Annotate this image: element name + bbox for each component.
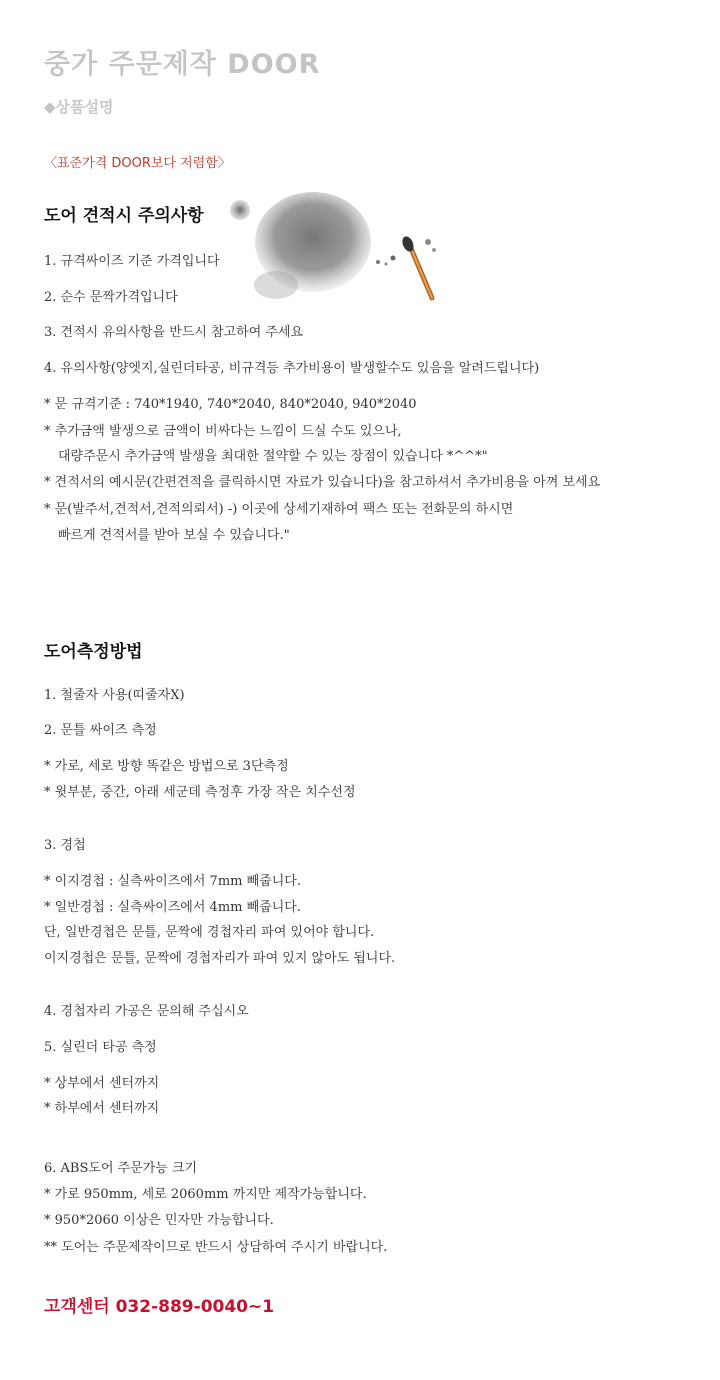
measurement-heading: 도어측정방법 bbox=[44, 642, 143, 662]
size-note-3: ** 도어는 주문제작이므로 반드시 상담하여 주시기 바랍니다. bbox=[44, 1240, 388, 1255]
price-notice: 〈표준가격 DOOR보다 저렴함〉 bbox=[44, 156, 231, 171]
caution-note-2: * 추가금액 발생으로 금액이 비싸다는 느낌이 드실 수도 있으나, bbox=[44, 424, 402, 439]
measure-line-5: 5. 실린더 타공 측정 bbox=[44, 1040, 157, 1055]
caution-note-3: * 견적서의 예시문(간편견적을 클릭하시면 자료가 있습니다)을 참고하셔서 추가비용을 아껴 보세요 bbox=[44, 475, 601, 490]
measure-line-2: 2. 문틀 싸이즈 측정 bbox=[44, 723, 157, 738]
page-title: 중가 주문제작 DOOR bbox=[44, 49, 321, 80]
measure-line-6: 6. ABS도어 주문가능 크기 bbox=[44, 1161, 198, 1176]
measure-note-2: * 윗부분, 중간, 아래 세군데 측정후 가장 작은 치수선정 bbox=[44, 785, 356, 800]
hinge-note-4: 이지경첩은 문틀, 문짝에 경첩자리가 파여 있지 않아도 됩니다. bbox=[44, 951, 396, 966]
customer-center-phone: 고객센터 032-889-0040~1 bbox=[44, 1297, 275, 1317]
caution-note-2-cont: 대량주문시 추가금액 발생을 최대한 절약할 수 있는 장점이 있습니다 *^^*" bbox=[58, 449, 488, 464]
size-note-2: * 950*2060 이상은 민자만 가능합니다. bbox=[44, 1213, 274, 1228]
caution-line-4: 4. 유의사항(양엣지,실린더타공, 비규격등 추가비용이 발생할수도 있음을 알려드립니다) bbox=[44, 361, 540, 376]
measure-line-3: 3. 경첩 bbox=[44, 838, 86, 853]
measure-line-1: 1. 철줄자 사용(띠줄자X) bbox=[44, 688, 185, 703]
caution-line-3: 3. 견적시 유의사항을 반드시 참고하여 주세요 bbox=[44, 325, 304, 340]
cylinder-note-1: * 상부에서 센터까지 bbox=[44, 1076, 160, 1091]
hinge-note-3: 단, 일반경첩은 문틀, 문짝에 경첩자리 파여 있어야 합니다. bbox=[44, 925, 375, 940]
hinge-note-2: * 일반경첩 : 실측싸이즈에서 4mm 빼줍니다. bbox=[44, 900, 301, 915]
caution-note-4-cont: 빠르게 견적서를 받아 보실 수 있습니다." bbox=[58, 528, 290, 543]
product-description-label: ◆상품설명 bbox=[44, 98, 114, 116]
caution-note-4: * 문(발주서,견적서,견적의뢰서) -) 이곳에 상세기재하여 팩스 또는 전화문의 하시면 bbox=[44, 502, 514, 517]
caution-note-1: * 문 규격기준 : 740*1940, 740*2040, 840*2040, 940*2040 bbox=[44, 397, 417, 412]
measure-note-1: * 가로, 세로 방향 똑같은 방법으로 3단측정 bbox=[44, 759, 289, 774]
hinge-note-1: * 이지경첩 : 실측싸이즈에서 7mm 빼줍니다. bbox=[44, 874, 301, 889]
caution-line-1: 1. 규격싸이즈 기준 가격입니다 bbox=[44, 254, 220, 269]
measure-line-4: 4. 경첩자리 가공은 문의해 주십시오 bbox=[44, 1004, 249, 1019]
size-note-1: * 가로 950mm, 세로 2060mm 까지만 제작가능합니다. bbox=[44, 1187, 367, 1202]
estimate-caution-heading: 도어 견적시 주의사항 bbox=[44, 206, 204, 226]
cylinder-note-2: * 하부에서 센터까지 bbox=[44, 1101, 160, 1116]
ink-splash-icon bbox=[228, 190, 448, 310]
caution-line-2: 2. 순수 문짝가격입니다 bbox=[44, 290, 178, 305]
